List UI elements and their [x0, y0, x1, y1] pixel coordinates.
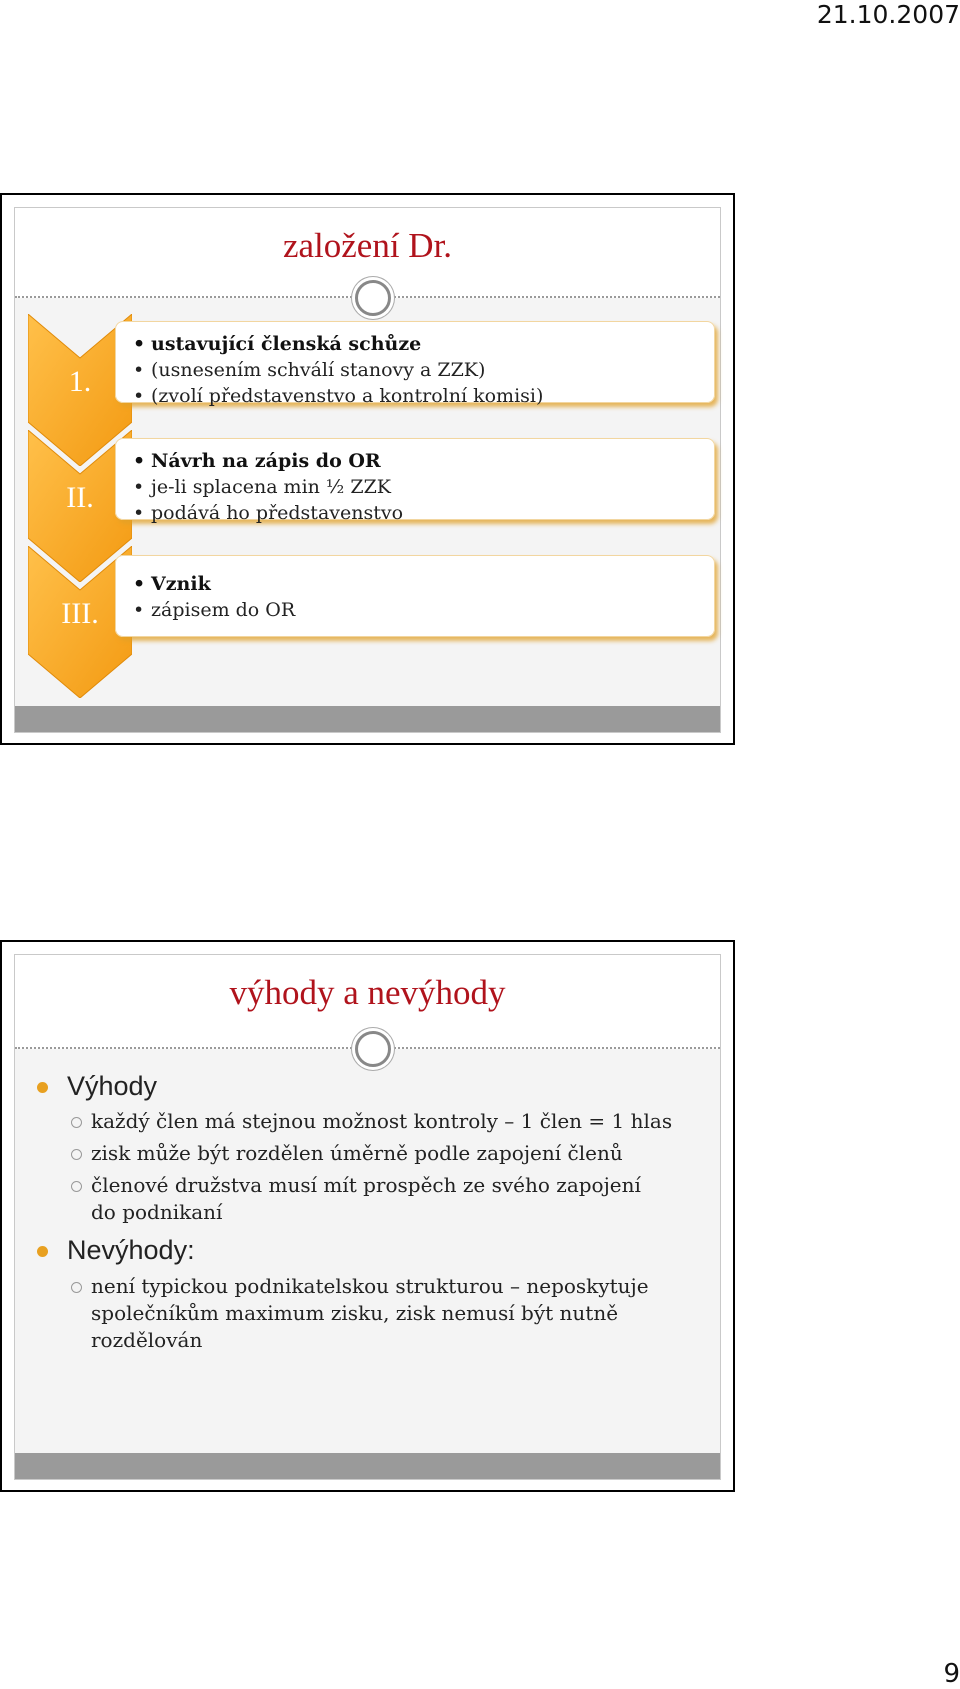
- pros-heading: [37, 1071, 157, 1102]
- sub-bullet-icon: [71, 1149, 82, 1160]
- slide-footer-bar: [15, 706, 720, 732]
- step-number: III.: [61, 597, 99, 630]
- slide-title: založení Dr.: [282, 226, 453, 265]
- step-item: • zápisem do OR: [133, 597, 715, 623]
- step-item: • Návrh na zápis do OR: [133, 448, 715, 474]
- step-item: • (usnesením schválí stanovy a ZZK): [133, 357, 715, 383]
- slide-content: [14, 207, 721, 733]
- pros-item: [71, 1140, 721, 1167]
- bullet-icon: [37, 1082, 48, 1093]
- pros-item-text: členové družstva musí mít prospěch ze svého zapojení do podnikaní: [91, 1173, 641, 1224]
- pros-item: [71, 1172, 661, 1226]
- step-number: 1.: [68, 365, 92, 398]
- cons-item: [71, 1273, 651, 1354]
- bullet-icon: [37, 1246, 48, 1257]
- cons-item-text: není typickou podnikatelskou strukturou – neposkytuje společníkům maximum zisku, zisk nemusí být nutně rozdělován: [91, 1274, 649, 1352]
- pros-heading-text: Výhody: [67, 1071, 158, 1101]
- cons-heading: [37, 1235, 195, 1266]
- step-item: • podává ho představenstvo: [133, 500, 715, 526]
- page-number: 9: [943, 1659, 960, 1689]
- cons-heading-text: Nevýhody:: [67, 1235, 195, 1265]
- slide-zalozeni: [0, 193, 735, 745]
- step-box-3: [115, 555, 715, 637]
- step-item: • (zvolí představenstvo a kontrolní komisi): [133, 383, 715, 409]
- sub-bullet-icon: [71, 1117, 82, 1128]
- slide-vyhody-nevyhody: [0, 940, 735, 1492]
- sub-bullet-icon: [71, 1181, 82, 1192]
- slide-footer-bar: [15, 1453, 720, 1479]
- step-box-2: [115, 438, 715, 524]
- step-item: • ustavující členská schůze: [133, 331, 715, 357]
- pros-item: [71, 1108, 721, 1135]
- pros-item-text: zisk může být rozdělen úměrně podle zapojení členů: [91, 1141, 623, 1165]
- pros-item-text: každý člen má stejnou možnost kontroly – 1 člen = 1 hlas: [91, 1109, 673, 1133]
- date-header: 21.10.2007: [816, 0, 960, 29]
- slide-title: výhody a nevýhody: [229, 973, 506, 1012]
- step-box-1: [115, 321, 715, 407]
- step-number: II.: [66, 481, 94, 514]
- ring-ornament-icon: [355, 280, 391, 316]
- step-item: • je-li splacena min ½ ZZK: [133, 474, 715, 500]
- step-item: • Vznik: [133, 571, 715, 597]
- ring-ornament-icon: [355, 1031, 391, 1067]
- sub-bullet-icon: [71, 1282, 82, 1293]
- slide-content: [14, 954, 721, 1480]
